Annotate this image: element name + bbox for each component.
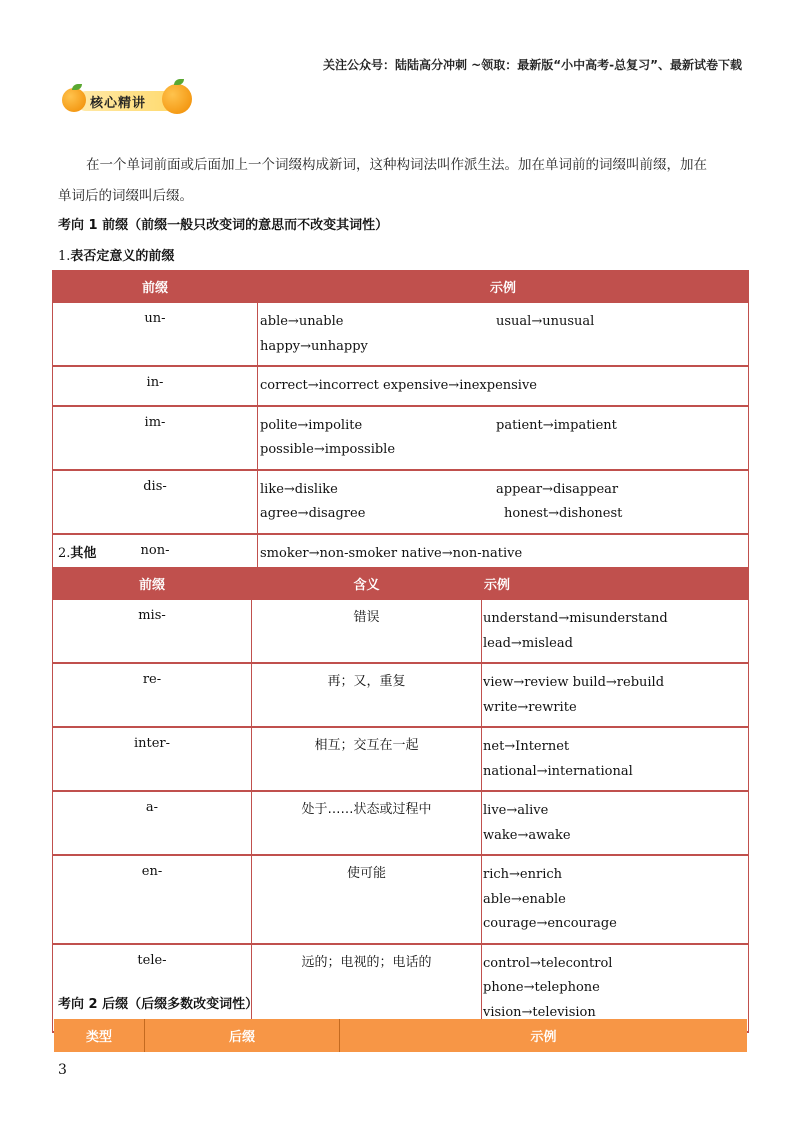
subsection-text: 其他 xyxy=(70,546,97,561)
table-header: 前缀 xyxy=(53,271,258,303)
table-row xyxy=(53,855,749,944)
example-cell xyxy=(258,470,749,534)
example-text: possible→impossible xyxy=(260,442,396,457)
section-heading: 考向 1 前缀（前缀一般只改变词的意思而不改变其词性） xyxy=(58,218,389,233)
orange-icon xyxy=(162,84,192,114)
prefix-cell: a- xyxy=(53,791,252,855)
table-row xyxy=(53,406,749,470)
example-text: patient→impatient xyxy=(496,417,617,433)
example-text: correct→incorrect expensive→inexpensive xyxy=(260,378,538,393)
example-line xyxy=(260,335,748,360)
subsection-text: 表否定意义的前缀 xyxy=(70,249,175,264)
table-row xyxy=(53,727,749,791)
example-line: vision→television xyxy=(483,1004,596,1020)
meaning-cell: 使可能 xyxy=(252,855,482,944)
table-header: 示例 xyxy=(340,1019,748,1052)
prefix-cell: tele- xyxy=(53,944,252,1033)
table-header: 示例 xyxy=(482,568,749,600)
prefix-cell: re- xyxy=(53,663,252,727)
table-row xyxy=(53,366,749,406)
intro-line: 单词后的词缀叫后缀。 xyxy=(58,188,193,204)
table-header: 类型 xyxy=(54,1019,145,1052)
table-header: 示例 xyxy=(258,271,749,303)
example-text: happy→unhappy xyxy=(260,338,368,354)
section-heading: 考向 2 后缀（后缀多数改变词性） xyxy=(58,997,259,1012)
example-line: net→Internet xyxy=(483,739,570,754)
example-cell xyxy=(258,406,749,470)
example-line: understand→misunderstand xyxy=(483,611,668,626)
example-line: control→telecontrol xyxy=(483,955,613,971)
example-line: write→rewrite xyxy=(483,699,577,715)
example-text: agree→disagree xyxy=(260,506,366,521)
header-note: 关注公众号：陆陆高分冲刺 ~领取：最新版“小中高考-总复习”、最新试卷下载 xyxy=(323,58,742,72)
prefix-cell: mis- xyxy=(53,600,252,664)
orange-icon xyxy=(62,88,86,112)
example-line xyxy=(260,478,748,503)
meaning-cell: 再；又，重复 xyxy=(252,663,482,727)
example-text: honest→dishonest xyxy=(504,506,623,521)
example-text: appear→disappear xyxy=(496,481,619,497)
prefix-cell: un- xyxy=(53,303,258,367)
intro-paragraph xyxy=(58,150,748,212)
prefix-cell: inter- xyxy=(53,727,252,791)
badge-title: 核心精讲 xyxy=(90,96,147,111)
intro-line: 在一个单词前面或后面加上一个词缀构成新词，这种构词法叫作派生法。加在单词前的词缀叫前缀，加在 xyxy=(86,157,707,173)
example-cell xyxy=(482,727,749,791)
example-text: smoker→non-smoker native→non-native xyxy=(260,545,523,561)
example-line: lead→mislead xyxy=(483,635,573,651)
table-header: 前缀 xyxy=(53,568,252,600)
meaning-cell: 远的；电视的；电话的 xyxy=(252,944,482,1033)
example-line: live→alive xyxy=(483,803,549,818)
section-badge xyxy=(62,82,192,118)
example-line xyxy=(260,374,748,399)
example-line: wake→awake xyxy=(483,827,571,843)
example-line: national→international xyxy=(483,763,633,779)
prefix-cell: in- xyxy=(53,366,258,406)
prefix-cell: im- xyxy=(53,406,258,470)
subsection-number: 1. xyxy=(58,249,71,264)
example-line: phone→telephone xyxy=(483,980,600,995)
example-line xyxy=(260,414,748,439)
example-line: able→enable xyxy=(483,891,566,907)
example-line xyxy=(260,502,748,527)
example-text: able→unable xyxy=(260,314,344,329)
example-text: polite→impolite xyxy=(260,417,363,433)
meaning-cell: 相互；交互在一起 xyxy=(252,727,482,791)
example-text: like→dislike xyxy=(260,481,338,497)
example-line: rich→enrich xyxy=(483,867,563,882)
example-line: view→review build→rebuild xyxy=(483,675,665,690)
example-cell xyxy=(258,303,749,367)
prefix-cell: en- xyxy=(53,855,252,944)
example-cell xyxy=(482,855,749,944)
example-cell xyxy=(482,791,749,855)
meaning-cell: 处于……状态或过程中 xyxy=(252,791,482,855)
table-header: 后缀 xyxy=(145,1019,340,1052)
example-cell xyxy=(258,366,749,406)
table-row xyxy=(53,663,749,727)
prefix-cell: non- xyxy=(53,534,258,574)
suffix-table xyxy=(54,1019,747,1052)
table-header: 含义 xyxy=(252,568,482,600)
subsection-number: 2. xyxy=(58,546,71,561)
example-line: courage→encourage xyxy=(483,916,617,931)
subsection-title xyxy=(58,245,174,264)
meaning-cell: 错误 xyxy=(252,600,482,664)
example-line xyxy=(260,438,748,463)
example-text: usual→unusual xyxy=(496,314,595,329)
page-number: 3 xyxy=(58,1062,67,1078)
example-line xyxy=(260,310,748,335)
other-prefix-table xyxy=(52,567,749,1033)
table-row xyxy=(53,600,749,664)
table-row xyxy=(53,303,749,367)
prefix-cell: dis- xyxy=(53,470,258,534)
table-row xyxy=(53,791,749,855)
example-cell xyxy=(482,663,749,727)
example-line xyxy=(260,542,748,567)
subsection-title xyxy=(58,542,96,561)
negative-prefix-table xyxy=(52,270,749,574)
example-cell xyxy=(482,600,749,664)
table-row xyxy=(53,470,749,534)
